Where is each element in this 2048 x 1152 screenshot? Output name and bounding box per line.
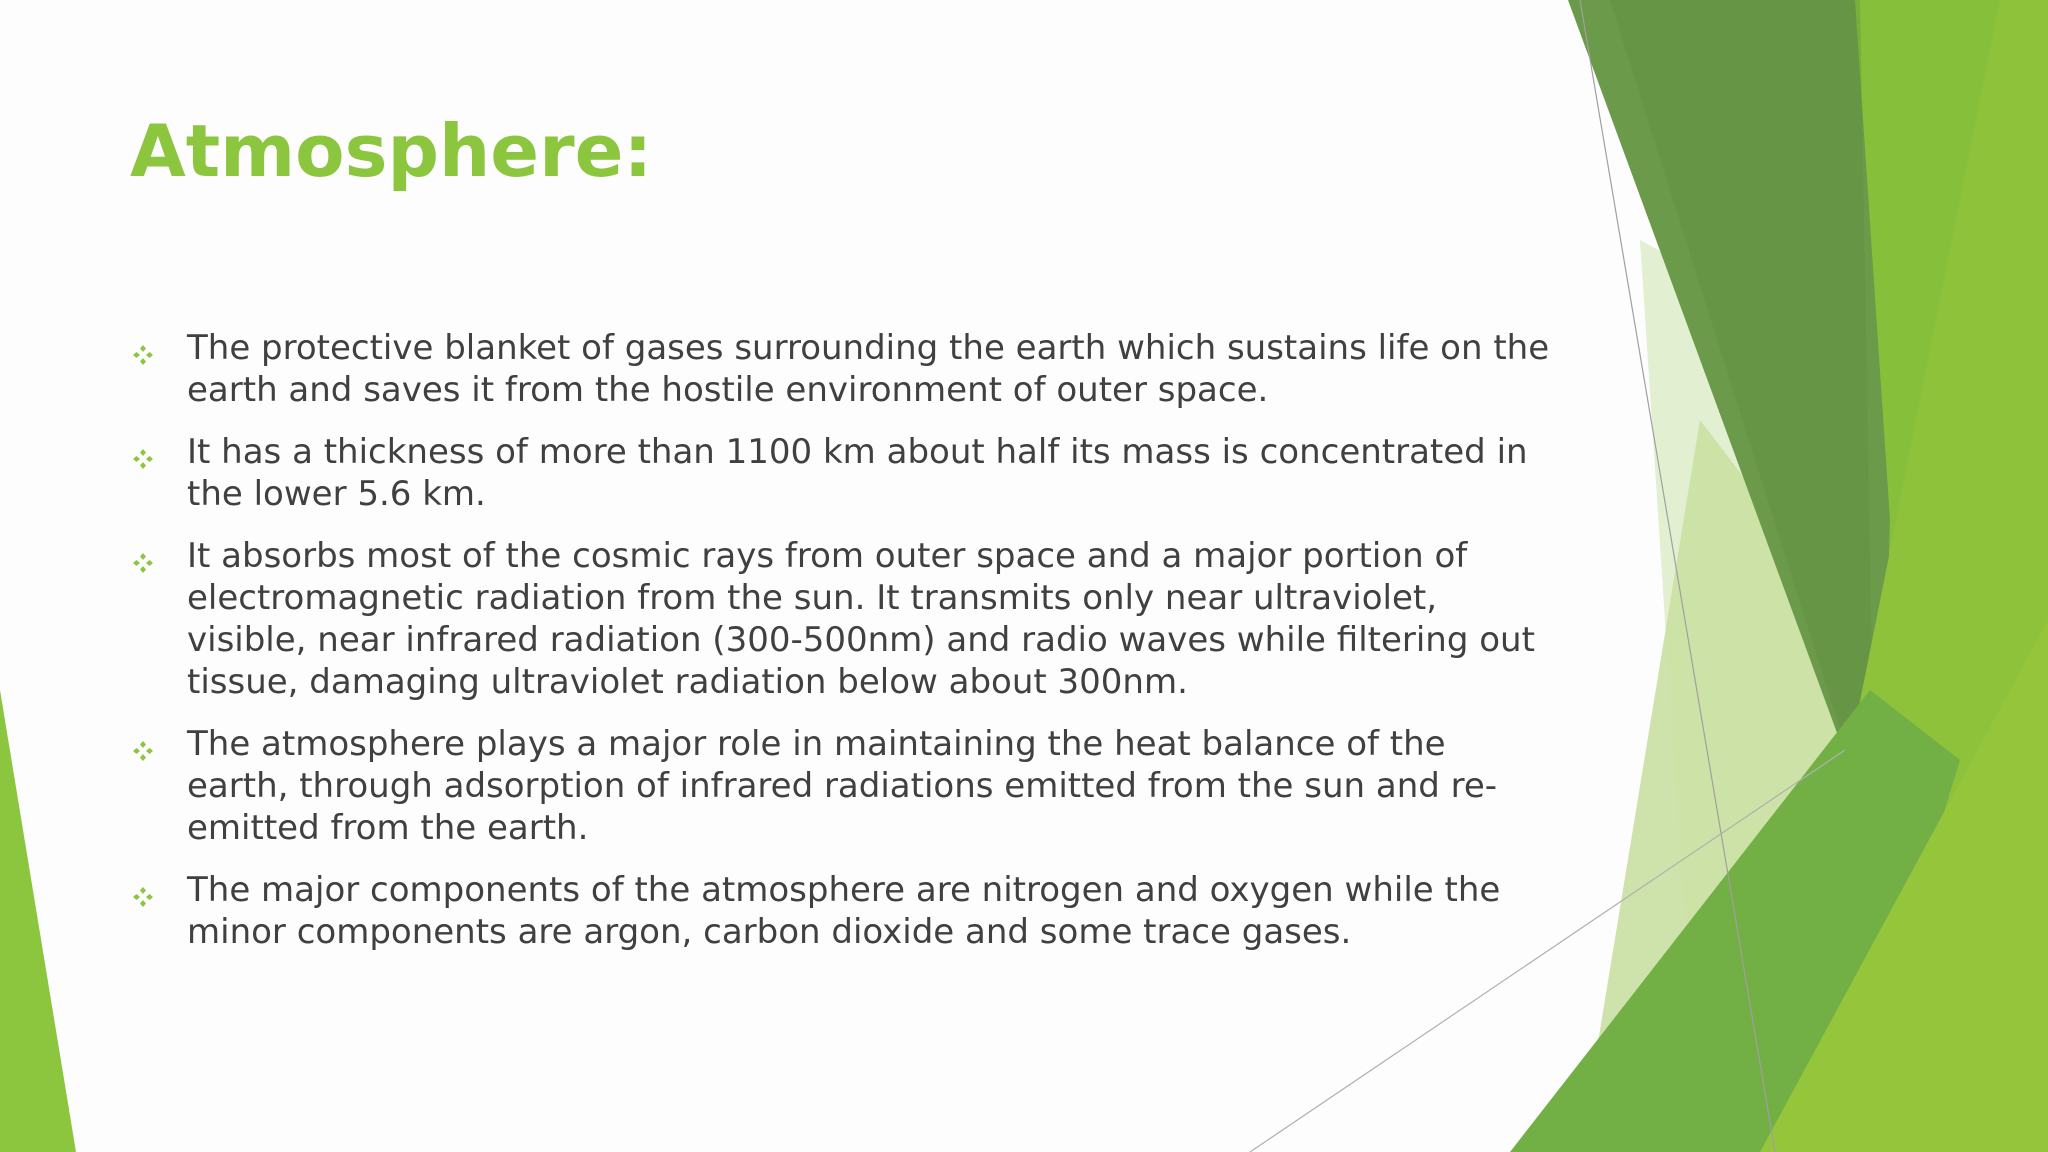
four-diamond-bullet-icon bbox=[130, 550, 156, 576]
bullet-text: The major components of the atmosphere are nitrogen and oxygen while the minor components are argon, carbon dioxide and some trace gases. bbox=[187, 870, 1501, 952]
four-diamond-bullet-icon bbox=[130, 884, 156, 910]
bullet-item bbox=[130, 723, 1550, 849]
slide-title: Atmosphere: bbox=[130, 109, 653, 193]
bullet-text: It absorbs most of the cosmic rays from outer space and a major portion of electromagnetic radiation from the sun. It transmits only near ultraviolet, visible, near infrared radiation (300-500nm) and radio waves while filtering out tissue, damaging ultraviolet radiation below about 300nm. bbox=[187, 536, 1535, 702]
bullet-list bbox=[130, 327, 1550, 973]
bullet-item bbox=[130, 535, 1550, 703]
left-green-shape bbox=[0, 690, 76, 1152]
bullet-text: The atmosphere plays a major role in maintaining the heat balance of the earth, through adsorption of infrared radiations emitted from the sun and re-emitted from the earth. bbox=[187, 724, 1498, 848]
bullet-text: It has a thickness of more than 1100 km about half its mass is concentrated in the lower 5.6 km. bbox=[187, 432, 1528, 514]
four-diamond-bullet-icon bbox=[130, 342, 156, 368]
bullet-item bbox=[130, 869, 1550, 953]
bullet-text: The protective blanket of gases surrounding the earth which sustains life on the earth and saves it from the hostile environment of outer space. bbox=[187, 328, 1550, 410]
four-diamond-bullet-icon bbox=[130, 446, 156, 472]
four-diamond-bullet-icon bbox=[130, 738, 156, 764]
bullet-item bbox=[130, 431, 1550, 515]
bullet-item bbox=[130, 327, 1550, 411]
